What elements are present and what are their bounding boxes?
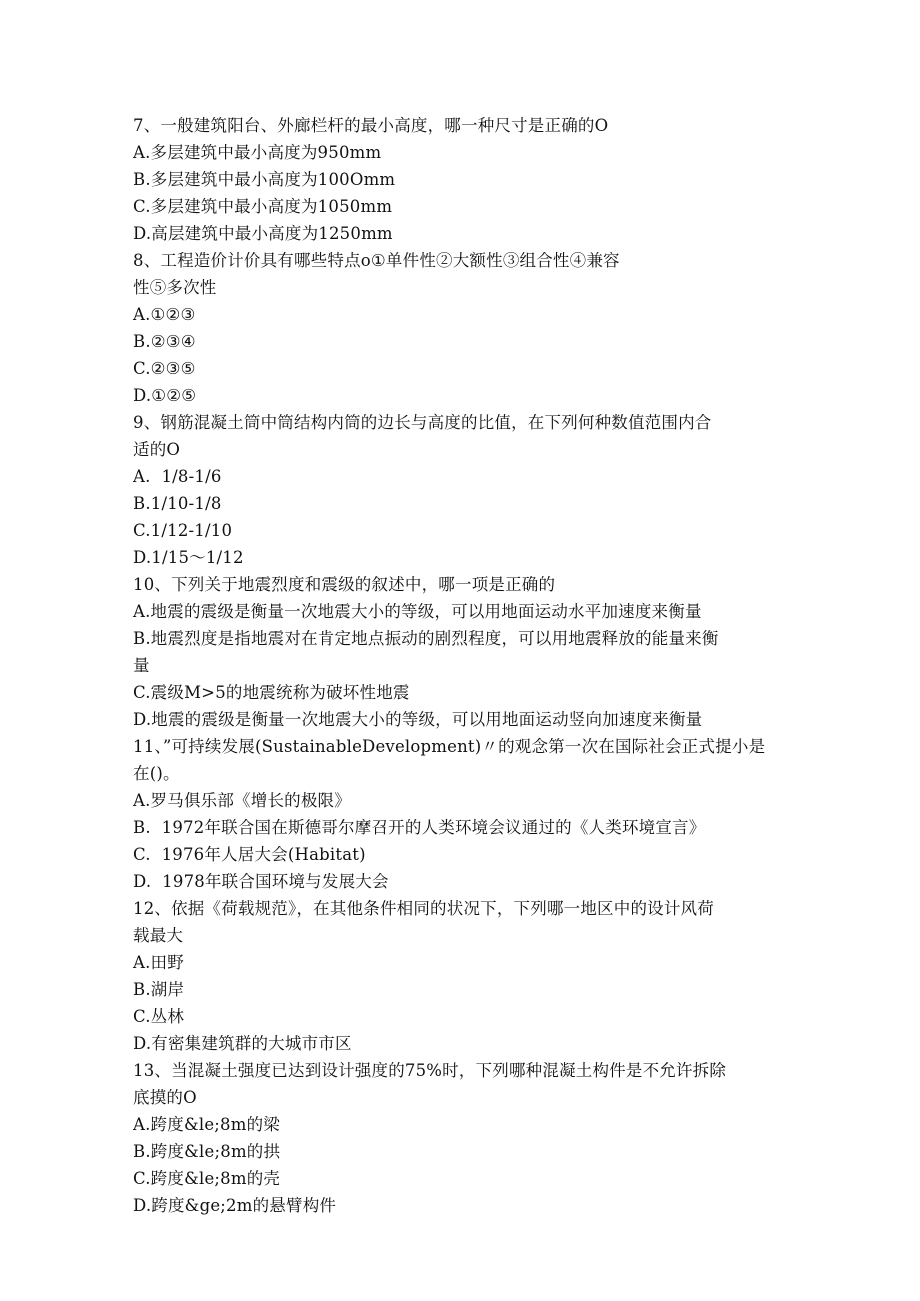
question-13: [133, 1057, 793, 1219]
question-11: [133, 733, 793, 895]
option-a: A. 1/8-1/6: [133, 467, 222, 486]
option-b: B.跨度&le;8m的拱: [133, 1142, 281, 1161]
option-b: B. 1972年联合国在斯德哥尔摩召开的人类环境会议通过的《人类环境宣言》: [133, 818, 706, 837]
question-12: [133, 895, 793, 1057]
option-a: A.①②③: [133, 305, 196, 324]
question-text: 12、依据《荷载规范》，在其他条件相同的状况下，下列哪一地区中的设计风荷: [133, 899, 714, 918]
question-9: [133, 409, 793, 571]
option-a: A.地震的震级是衡量一次地震大小的等级，可以用地面运动水平加速度来衡量: [133, 602, 702, 621]
question-text: 8、工程造价计价具有哪些特点o①单件性②大额性③组合性④兼容: [133, 251, 620, 270]
question-7: [133, 112, 793, 247]
question-text: 9、钢筋混凝土筒中筒结构内筒的边长与高度的比值，在下列何种数值范围内合: [133, 413, 712, 432]
option-d: D.有密集建筑群的大城市市区: [133, 1034, 352, 1053]
option-c: C.丛林: [133, 1007, 185, 1026]
option-d: D.跨度&ge;2m的悬臂构件: [133, 1196, 337, 1215]
option-c: C.②③⑤: [133, 359, 196, 378]
option-d: D.地震的震级是衡量一次地震大小的等级，可以用地面运动竖向加速度来衡量: [133, 710, 703, 729]
option-d: D.①②⑤: [133, 386, 197, 405]
question-text: 13、当混凝土强度已达到设计强度的75%时，下列哪种混凝土构件是不允许拆除: [133, 1061, 727, 1080]
question-text-continued: 性⑤多次性: [133, 278, 217, 297]
question-8: [133, 247, 793, 409]
question-text: 7、一般建筑阳台、外廊栏杆的最小高度，哪一种尺寸是正确的O: [133, 116, 609, 135]
question-text: 11、”可持续发展(SustainableDevelopment)〃的观念第一次在国际社会正式提小是: [133, 737, 766, 756]
question-text-continued: 底摸的O: [133, 1088, 197, 1107]
question-text-continued: 在()。: [133, 764, 180, 783]
option-b: B.1/10-1/8: [133, 494, 222, 513]
option-a: A.罗马俱乐部《增长的极限》: [133, 791, 351, 810]
option-b: B.湖岸: [133, 980, 185, 999]
option-c: C.多层建筑中最小高度为1050mm: [133, 197, 393, 216]
document-page: [133, 112, 793, 1219]
option-d: D.高层建筑中最小高度为1250mm: [133, 224, 393, 243]
option-a: A.多层建筑中最小高度为950mm: [133, 143, 382, 162]
option-d: D.1/15～1/12: [133, 548, 244, 567]
option-d: D. 1978年联合国环境与发展大会: [133, 872, 389, 891]
option-b: B.地震烈度是指地震对在肯定地点振动的剧烈程度，可以用地震释放的能量来衡: [133, 629, 719, 648]
option-c: C.跨度&le;8m的壳: [133, 1169, 281, 1188]
option-b-continued: 量: [133, 656, 150, 675]
option-c: C.震级M>5的地震统称为破坏性地震: [133, 683, 410, 702]
question-10: [133, 571, 793, 733]
option-c: C.1/12-1/10: [133, 521, 233, 540]
option-c: C. 1976年人居大会(Habitat): [133, 845, 366, 864]
option-a: A.田野: [133, 953, 184, 972]
option-b: B.②③④: [133, 332, 196, 351]
question-text-continued: 载最大: [133, 926, 184, 945]
option-a: A.跨度&le;8m的梁: [133, 1115, 280, 1134]
option-b: B.多层建筑中最小高度为100Omm: [133, 170, 396, 189]
question-text: 10、下列关于地震烈度和震级的叙述中，哪一项是正确的: [133, 575, 556, 594]
question-text-continued: 适的O: [133, 440, 181, 459]
